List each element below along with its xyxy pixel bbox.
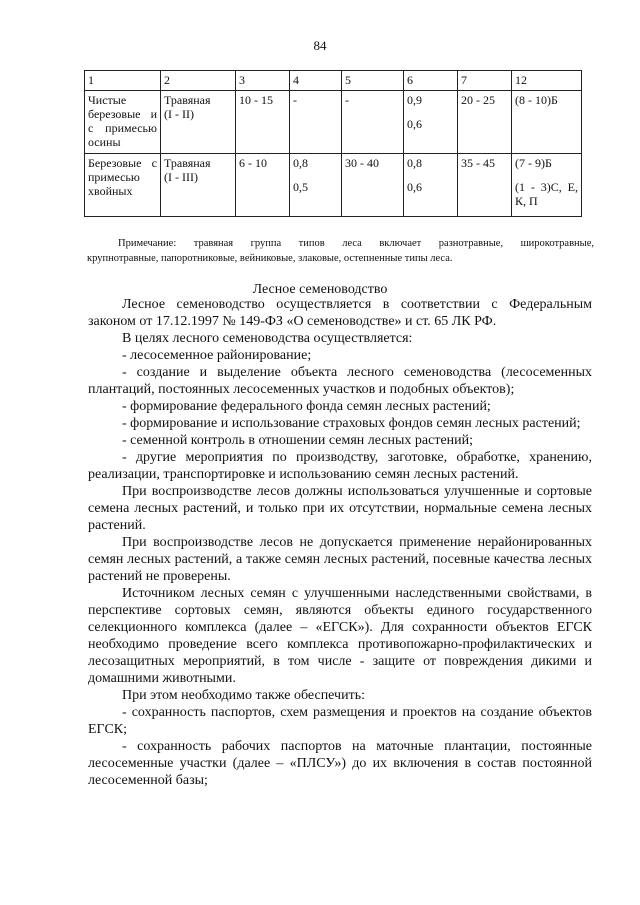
- list-item: - формирование и использование страховых фондов семян лесных растений;: [122, 416, 581, 431]
- table-cell-composition: (7 - 9)Б (1 - 3)С, Е, К, П: [512, 154, 582, 217]
- table-header-cell: 2: [161, 71, 236, 91]
- table-row: [85, 154, 582, 217]
- paragraph: При этом необходимо также обеспечить:: [122, 688, 365, 703]
- table-cell: 10 - 15: [236, 91, 290, 154]
- table-cell: 0,8 0,5: [290, 154, 342, 217]
- list-item: - другие мероприятия по производству, заготовке, обработке, хранению, реализации, транспортировке и использованию семян лесных растений.: [88, 450, 592, 482]
- table-cell: 20 - 25: [458, 91, 512, 154]
- table-header-row: [85, 71, 582, 91]
- table-header-cell: 6: [404, 71, 458, 91]
- section-title: Лесное семеноводство: [252, 282, 388, 297]
- paragraph: При воспроизводстве лесов не допускается применение нерайонированных семян лесных растений, а также семян лесных растений, посевные качества лесных растений не проверены.: [88, 535, 592, 584]
- table-cell-group: Травяная (I - III): [161, 154, 236, 217]
- forest-type-table: [84, 70, 582, 217]
- paragraph: При воспроизводстве лесов должны использоваться улучшенные и сортовые семена лесных растений, и только при их отсутствии, нормальные семена лесных растений.: [88, 484, 592, 533]
- table-cell: -: [290, 91, 342, 154]
- table-cell: 35 - 45: [458, 154, 512, 217]
- table-cell: 30 - 40: [342, 154, 404, 217]
- list-item: - семенной контроль в отношении семян лесных растений;: [122, 433, 474, 448]
- table-cell: -: [342, 91, 404, 154]
- table-header-cell: 12: [512, 71, 582, 91]
- table-header-cell: 4: [290, 71, 342, 91]
- table-cell-forest-type: Березовые с примесью хвойных: [85, 154, 161, 217]
- table-cell-group: Травяная (I - II): [161, 91, 236, 154]
- table-cell: 0,9 0,6: [404, 91, 458, 154]
- table-header-cell: 7: [458, 71, 512, 91]
- table-header-cell: 5: [342, 71, 404, 91]
- list-item: - лесосеменное районирование;: [122, 348, 312, 363]
- list-item: - формирование федерального фонда семян лесных растений;: [122, 399, 491, 414]
- table-header-cell: 3: [236, 71, 290, 91]
- table-cell-composition: (8 - 10)Б: [512, 91, 582, 154]
- paragraph: Лесное семеноводство осуществляется в соответствии с Федеральным законом от 17.12.1997 № 149-ФЗ «О семеноводстве» и ст. 65 ЛК РФ.: [88, 297, 592, 329]
- table-cell: 6 - 10: [236, 154, 290, 217]
- paragraph: Источником лесных семян с улучшенными наследственными свойствами, в перспективе сортовых семян, являются объекты единого государственного селекционного комплекса (далее – «ЕГСК»). Для сохранности объектов ЕГСК необходимо проведение всего комплекса противопожарно-профилактических и лесозащитных мероприятий, в том числе - защите от повреждения дикими и домашними животными.: [88, 586, 592, 686]
- paragraph: В целях лесного семеноводства осуществляется:: [122, 331, 413, 346]
- table-row: [85, 91, 582, 154]
- list-item: - сохранность паспортов, схем размещения и проектов на создание объектов ЕГСК;: [88, 705, 592, 737]
- table-note: Примечание: травяная группа типов леса включает разнотравные, широкотравные, крупнотравные, папоротниковые, вейниковые, злаковые, остепненные типы леса.: [87, 238, 594, 264]
- list-item: - сохранность рабочих паспортов на маточные плантации, постоянные лесосеменные участки (далее – «ПЛСУ») до их включения в состав постоянной лесосеменной базы;: [88, 739, 592, 788]
- table-header-cell: 1: [85, 71, 161, 91]
- body-text: [88, 296, 592, 789]
- list-item: - создание и выделение объекта лесного семеноводства (лесосеменных плантаций, постоянных лесосеменных участков и подобных объектов);: [88, 365, 592, 397]
- page-number: 84: [313, 38, 327, 53]
- table-cell-forest-type: Чистые березовые и с примесью осины: [85, 91, 161, 154]
- table-cell: 0,8 0,6: [404, 154, 458, 217]
